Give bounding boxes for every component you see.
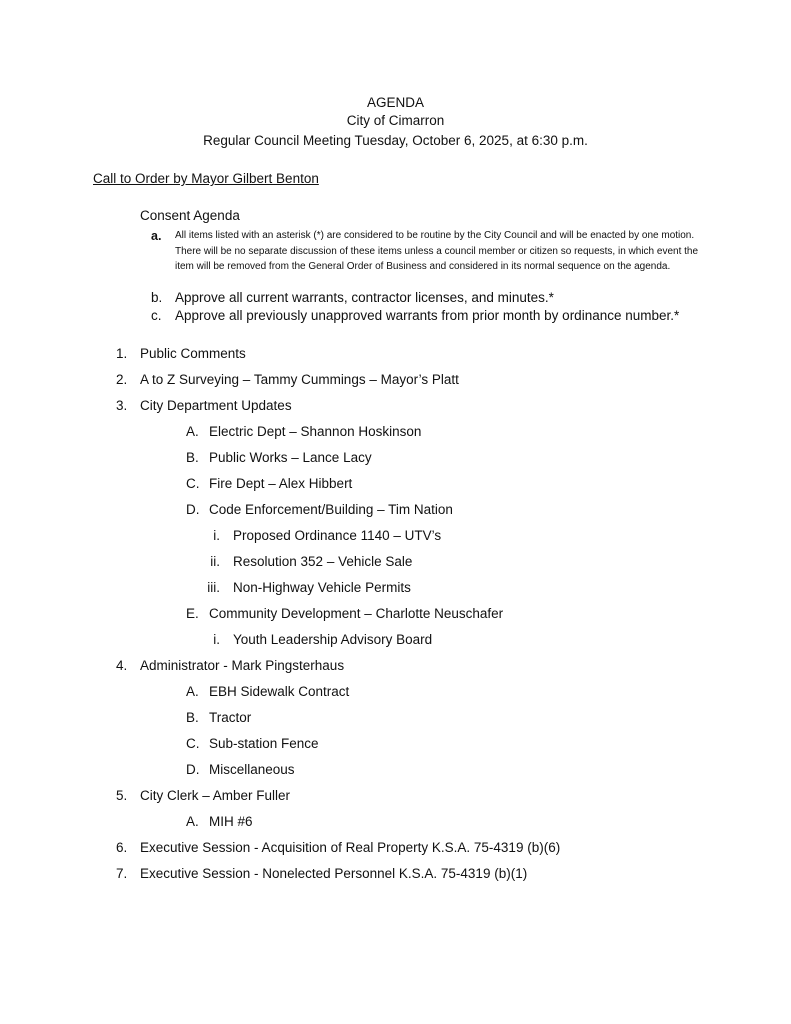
agenda-item-marker: 4. (116, 658, 128, 673)
consent-item-marker: b. (151, 290, 163, 305)
meeting-info: Regular Council Meeting Tuesday, October 6, 2025, at 6:30 p.m. (203, 133, 588, 148)
agenda-item-text: Public Comments (140, 346, 246, 361)
sub-item-marker: D. (186, 762, 200, 777)
sub-item-marker: E. (186, 606, 199, 621)
consent-item-marker: c. (151, 308, 162, 323)
call-to-order: Call to Order by Mayor Gilbert Benton (93, 171, 319, 186)
sub-sub-item-marker: ii. (210, 554, 220, 569)
agenda-title: AGENDA (366, 95, 424, 110)
consent-item-text: Approve all previously unapproved warrants from prior month by ordinance number.* (175, 308, 680, 323)
agenda-item-marker: 7. (116, 866, 128, 881)
sub-item-marker: D. (186, 502, 200, 517)
consent-item-text: All items listed with an asterisk (*) are considered to be routine by the City Council and will be enacted by one motion. There will be no separate discussion of these items unless a council member or citizen so requests, in which event the item will be removed from the General Order of Business and considered in its normal sequence on the agenda. (175, 230, 699, 272)
sub-item-text: Electric Dept – Shannon Hoskinson (209, 424, 422, 439)
sub-sub-item-text: Proposed Ordinance 1140 – UTV’s (233, 528, 442, 543)
consent-item-marker: a. (151, 229, 162, 243)
sub-item-marker: A. (186, 424, 199, 439)
sub-sub-item-marker: iii. (207, 580, 220, 595)
city-name: City of Cimarron (346, 113, 445, 128)
agenda-item-marker: 5. (116, 788, 128, 803)
agenda-item-marker: 3. (116, 398, 128, 413)
consent-item-text: Approve all current warrants, contractor licenses, and minutes.* (175, 290, 554, 305)
sub-item-text: MIH #6 (209, 814, 253, 829)
sub-sub-item-marker: i. (213, 528, 220, 543)
sub-item-text: Sub-station Fence (209, 736, 319, 751)
sub-item-marker: A. (186, 814, 199, 829)
sub-item-marker: B. (186, 450, 199, 465)
sub-item-marker: A. (186, 684, 199, 699)
agenda-item-text: Executive Session - Nonelected Personnel K.S.A. 75-4319 (b)(1) (140, 866, 528, 881)
sub-sub-item-marker: i. (213, 632, 220, 647)
sub-item-marker: C. (186, 736, 200, 751)
sub-item-text: Code Enforcement/Building – Tim Nation (209, 502, 453, 517)
agenda-item-text: City Department Updates (140, 398, 292, 413)
sub-item-text: Tractor (209, 710, 252, 725)
sub-sub-item-text: Resolution 352 – Vehicle Sale (233, 554, 413, 569)
agenda-item-text: A to Z Surveying – Tammy Cummings – Mayor’s Platt (140, 372, 459, 387)
agenda-item-text: Executive Session - Acquisition of Real Property K.S.A. 75-4319 (b)(6) (140, 840, 561, 855)
sub-item-text: Public Works – Lance Lacy (209, 450, 372, 465)
agenda-item-text: City Clerk – Amber Fuller (140, 788, 291, 803)
agenda-item-marker: 1. (116, 346, 128, 361)
sub-item-text: Miscellaneous (209, 762, 295, 777)
agenda-item-marker: 6. (116, 840, 128, 855)
sub-item-text: Community Development – Charlotte Neuschafer (209, 606, 504, 621)
sub-item-marker: C. (186, 476, 200, 491)
sub-sub-item-text: Youth Leadership Advisory Board (233, 632, 433, 647)
agenda-item-marker: 2. (116, 372, 128, 387)
sub-item-text: Fire Dept – Alex Hibbert (209, 476, 353, 491)
sub-item-marker: B. (186, 710, 199, 725)
sub-sub-item-text: Non-Highway Vehicle Permits (233, 580, 411, 595)
agenda-item-text: Administrator - Mark Pingsterhaus (140, 658, 345, 673)
sub-item-text: EBH Sidewalk Contract (209, 684, 350, 699)
consent-agenda-title: Consent Agenda (140, 208, 240, 223)
